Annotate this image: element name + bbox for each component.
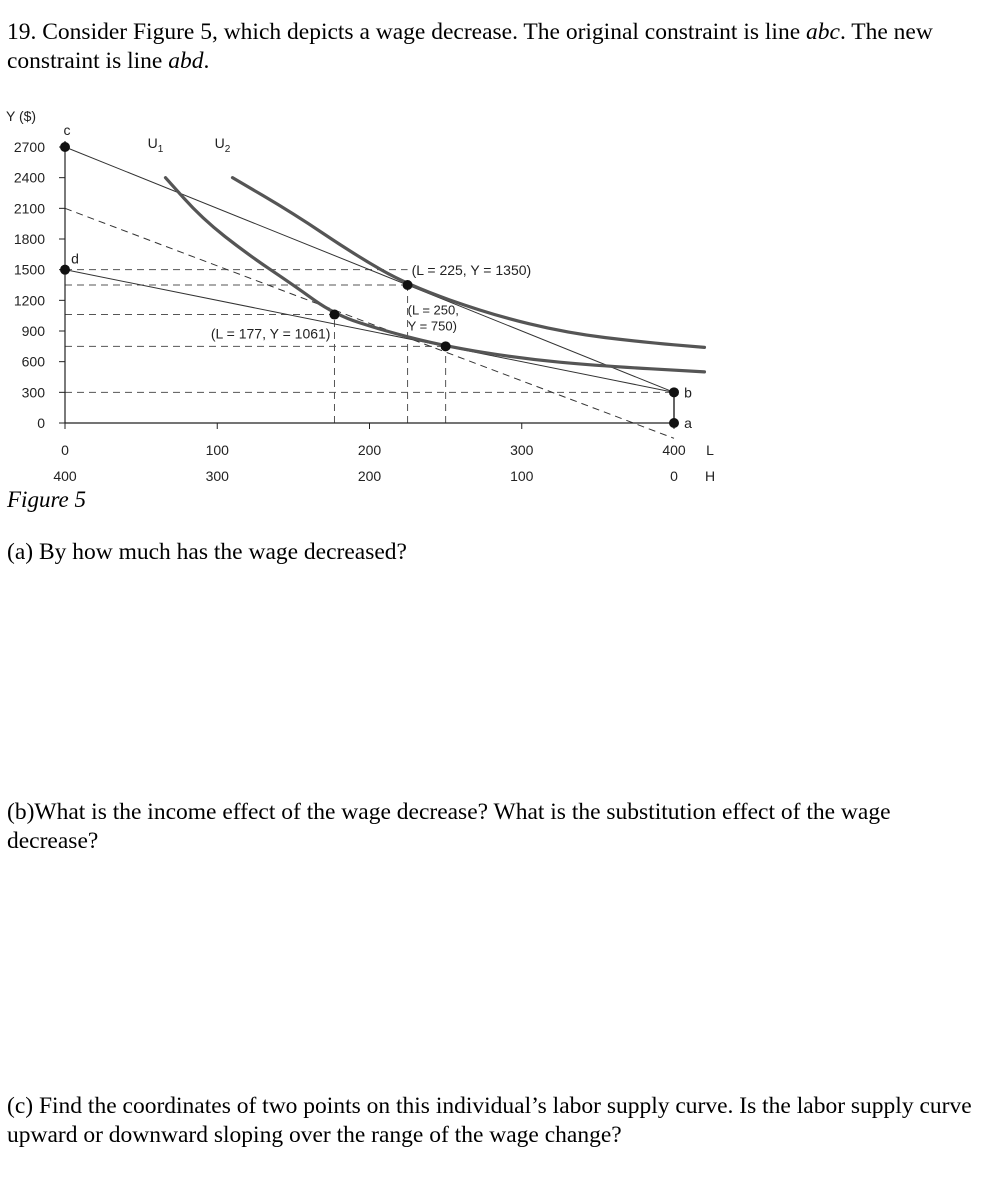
line-abd: abd xyxy=(168,48,204,74)
question-part-b: (b)What is the income effect of the wage decrease? What is the substitution effect of the wage decrease? xyxy=(7,799,891,854)
question-part-c: (c) Find the coordinates of two points on this individual’s labor supply curve. Is the labor supply curve upward or downward sloping over the range of the wage change? xyxy=(7,1093,972,1148)
curve-label-u2: $U_2$ xyxy=(214,135,231,155)
x-tick-label-H: 100 xyxy=(510,468,534,484)
point-label-a: a xyxy=(684,415,692,431)
x-tick-label-H: 200 xyxy=(357,468,382,484)
optimum-label: (L = 177, Y = 1061) xyxy=(210,325,331,342)
x-tick-label-H: 0 xyxy=(670,468,678,484)
y-tick-label: 1200 xyxy=(13,292,45,309)
intro-text-4: . xyxy=(203,48,210,74)
y-tick-label: 900 xyxy=(21,323,45,339)
point-b xyxy=(669,387,679,397)
point-label-d: d xyxy=(71,250,79,267)
x-tick-label-H: 300 xyxy=(205,468,229,484)
x-tick-label-L: 200 xyxy=(357,442,382,458)
y-axis-label: Y ($) xyxy=(6,108,37,124)
point-label-b: b xyxy=(684,384,692,401)
question-intro xyxy=(7,18,992,76)
optimum-label-line1: (L = 250, xyxy=(407,302,459,318)
intro-text-3: constraint is line xyxy=(7,48,169,74)
point-d xyxy=(60,265,70,275)
x-tick-label-L: 300 xyxy=(510,442,534,458)
point-a xyxy=(669,418,679,428)
x-axis-label-L: L xyxy=(706,442,714,458)
y-tick-label: 0 xyxy=(37,415,45,431)
point-label-c: c xyxy=(63,122,71,138)
x-tick-label-L: 100 xyxy=(205,442,229,458)
optimum-point xyxy=(403,280,413,290)
point-c xyxy=(60,142,70,152)
optimum-label: (L = 225, Y = 1350) xyxy=(411,262,532,278)
optimum-point xyxy=(441,341,451,351)
x-tick-label-H: 400 xyxy=(53,468,77,484)
y-tick-label: 2400 xyxy=(13,169,45,186)
x-tick-label-L: 400 xyxy=(662,442,686,458)
curve-label-subscript: 2 xyxy=(224,144,231,155)
budget-line-abc xyxy=(65,147,674,392)
x-axis-label-H: H xyxy=(704,468,716,484)
line-abc: abc xyxy=(806,19,840,45)
optimum-point xyxy=(329,310,339,320)
intro-text-1: Consider Figure 5, which depicts a wage decrease. The original constraint is line xyxy=(42,19,806,45)
budget-line-abd xyxy=(65,270,674,393)
y-tick-label: 2100 xyxy=(13,200,45,217)
optimum-label-line2: Y = 750) xyxy=(407,318,457,334)
x-tick-label-L: 0 xyxy=(61,442,69,458)
figure-caption: Figure 5 xyxy=(7,487,86,512)
y-tick-label: 2700 xyxy=(13,139,45,155)
intro-text-2: . The new xyxy=(839,19,933,45)
figure-5-chart xyxy=(0,100,760,490)
y-tick-label: 600 xyxy=(21,353,45,370)
budget-line-hypothetical xyxy=(65,208,674,438)
y-tick-label: 300 xyxy=(21,384,45,401)
question-number: 19. xyxy=(7,19,37,45)
y-tick-label: 1800 xyxy=(13,231,45,247)
curve-label-u1: $U_1$ xyxy=(147,135,164,155)
curve-label-subscript: 1 xyxy=(157,144,164,155)
y-tick-label: 1500 xyxy=(13,261,45,278)
question-part-a: (a) By how much has the wage decreased? xyxy=(7,539,407,565)
